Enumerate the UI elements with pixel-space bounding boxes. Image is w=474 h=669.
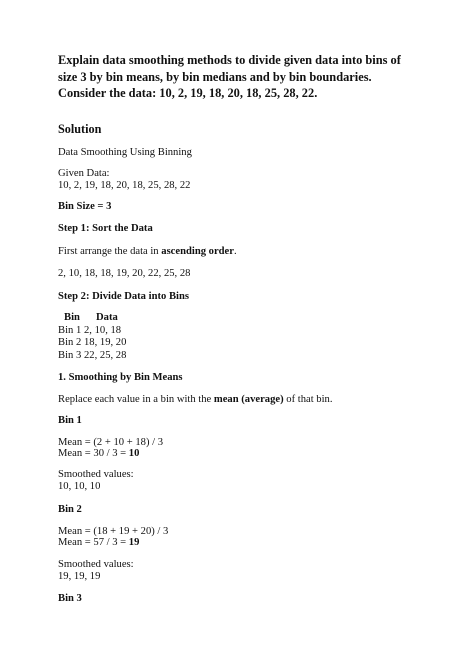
given-data-label: Given Data: — [58, 168, 110, 179]
solution-heading: Solution — [58, 122, 102, 136]
sorted-data: 2, 10, 18, 18, 19, 20, 22, 25, 28 — [58, 268, 191, 279]
given-data-values: 10, 2, 19, 18, 20, 18, 25, 28, 22 — [58, 180, 191, 191]
bin-table-cell: Bin 2 — [58, 337, 82, 348]
bin1-smoothed-label: Smoothed values: — [58, 469, 134, 480]
section1-text — [58, 393, 332, 407]
step1-title: Step 1: Sort the Data — [58, 223, 153, 234]
bin-table-cell: 2, 10, 18 — [84, 324, 122, 336]
section1-text-bold: mean (average) — [213, 394, 284, 405]
bin-table — [58, 312, 126, 362]
bin-table-cell: Bin 3 — [58, 349, 82, 361]
step1-text — [58, 245, 237, 259]
bin2-mean-value: 19 — [128, 537, 140, 548]
section1-text-after: of that bin. — [283, 394, 333, 405]
question-text: Explain data smoothing methods to divide given data into bins of size 3 by bin means, by bin medians and by bin boundaries. Consider the data: 10, 2, 19, 18, 20, 18, 25, 28, 22. — [58, 53, 401, 100]
bin1-mean-value: 10 — [128, 448, 140, 459]
bin1-mean-prefix: Mean = 30 / 3 = — [58, 448, 129, 459]
bin1-smoothed-values: 10, 10, 10 — [58, 481, 101, 492]
step1-text-before: First arrange the data in — [58, 246, 162, 257]
bin-table-cell: 18, 19, 20 — [84, 337, 127, 348]
step1-text-bold: ascending order — [161, 246, 234, 257]
bin2-smoothed-values: 19, 19, 19 — [58, 571, 101, 582]
bin2-title: Bin 2 — [58, 504, 82, 515]
bin-table-header-data: Data — [96, 312, 118, 323]
bin2-mean-prefix: Mean = 57 / 3 = — [58, 537, 129, 548]
subtitle: Data Smoothing Using Binning — [58, 147, 192, 158]
section1-title: 1. Smoothing by Bin Means — [58, 372, 183, 383]
bin-table-header — [58, 312, 126, 325]
section1-text-before: Replace each value in a bin with the — [58, 394, 214, 405]
bin-table-cell: 22, 25, 28 — [84, 349, 127, 361]
step2-title: Step 2: Divide Data into Bins — [58, 291, 189, 302]
table-row — [58, 337, 126, 350]
bin-table-cell: Bin 1 — [58, 324, 82, 336]
bin2-mean-result — [58, 536, 139, 550]
table-row — [58, 325, 126, 338]
bin-table-header-bin: Bin — [64, 312, 80, 323]
bin2-mean-formula: Mean = (18 + 19 + 20) / 3 — [58, 526, 169, 537]
bin1-title: Bin 1 — [58, 415, 82, 426]
bin1-mean-formula: Mean = (2 + 10 + 18) / 3 — [58, 437, 164, 448]
bin1-mean-result — [58, 447, 139, 461]
bin-size: Bin Size = 3 — [58, 201, 112, 212]
table-row — [58, 350, 126, 363]
bin3-title: Bin 3 — [58, 593, 82, 604]
bin2-smoothed-label: Smoothed values: — [58, 559, 134, 570]
step1-text-after: . — [233, 246, 237, 257]
